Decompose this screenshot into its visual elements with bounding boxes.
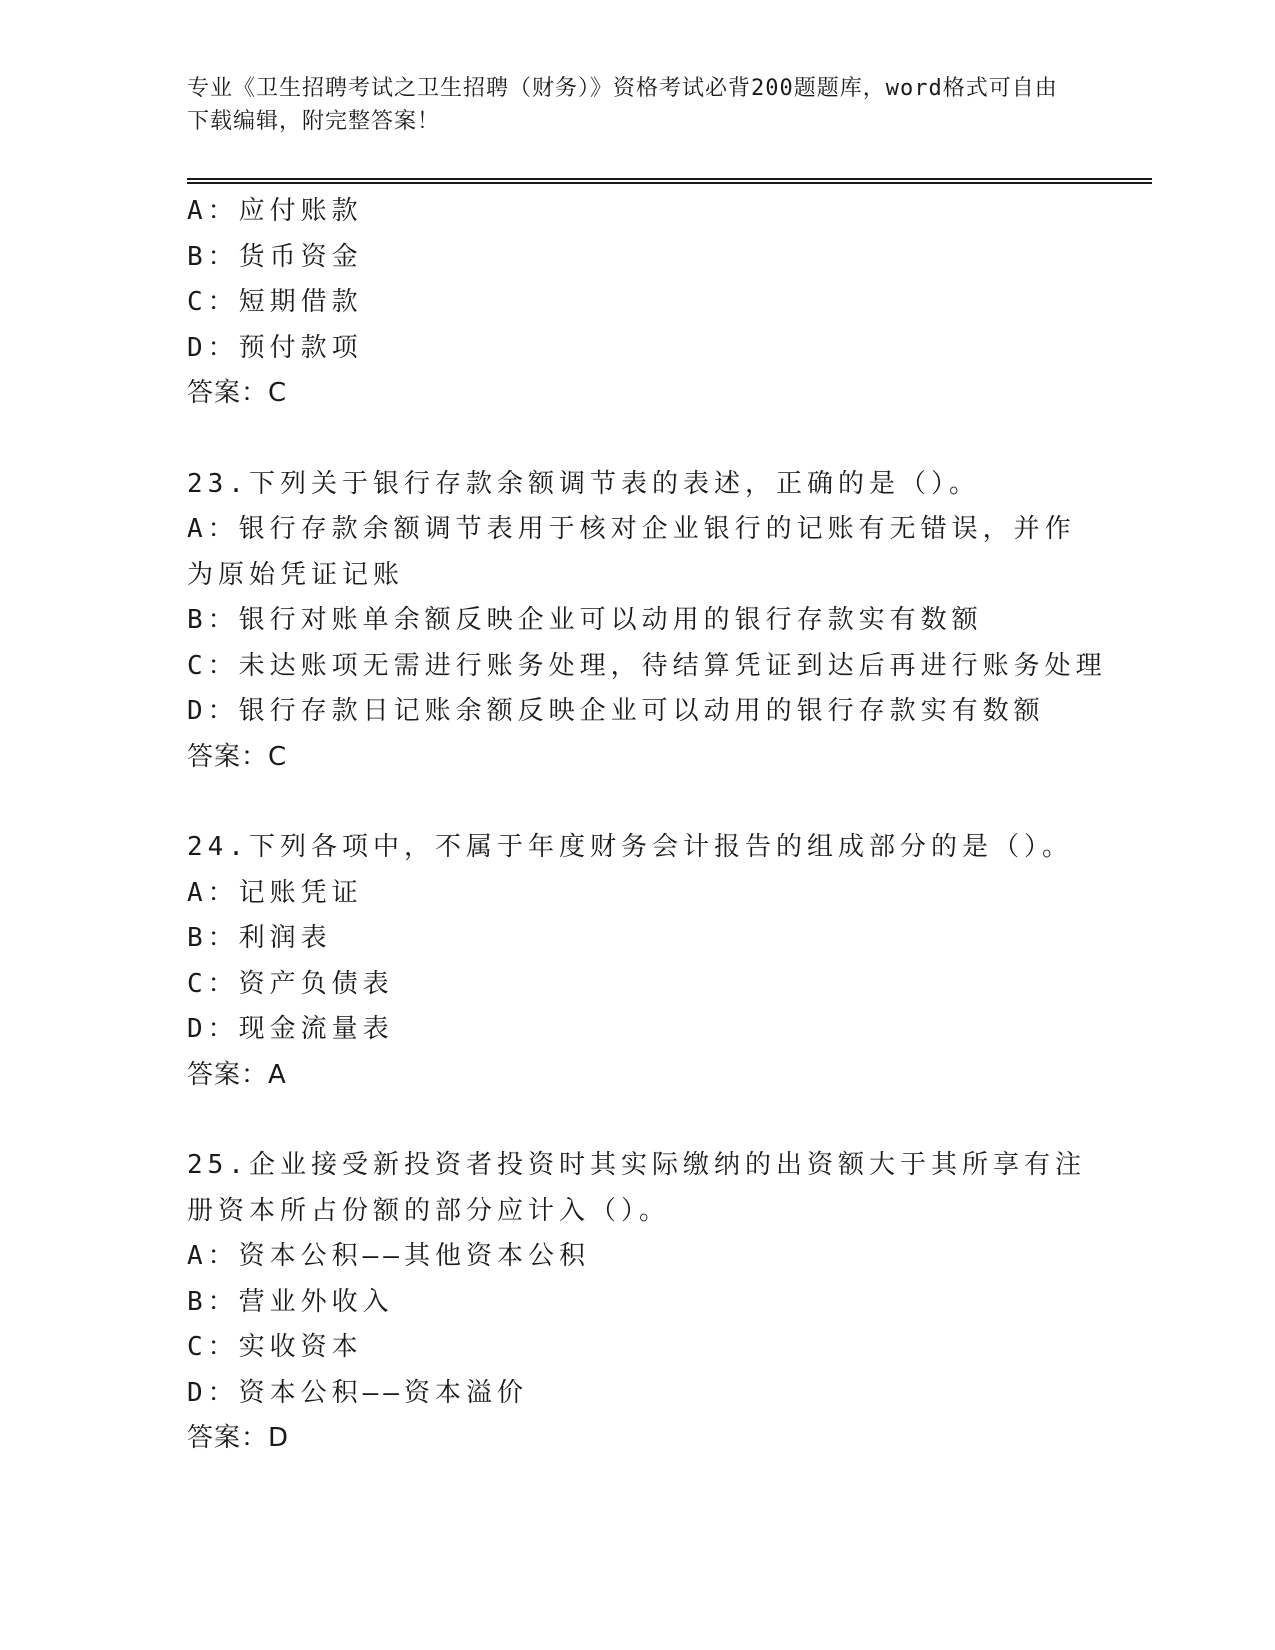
- option-a: A：资本公积——其他资本公积: [187, 1241, 590, 1271]
- option-c: C：短期借款: [187, 287, 363, 317]
- question-25-block: [187, 1143, 1087, 1462]
- answer-line: 答案：D: [187, 1423, 290, 1453]
- option-d: D：预付款项: [187, 332, 363, 363]
- option-d: D：资本公积——资本溢价: [187, 1377, 528, 1408]
- option-c: C：未达账项无需进行账务处理，待结算凭证到达后再进行账务处理: [187, 650, 1107, 681]
- option-b: B：银行对账单余额反映企业可以动用的银行存款实有数额: [187, 605, 983, 635]
- question-22-block: [187, 189, 1087, 417]
- option-a: A：银行存款余额调节表用于核对企业银行的记账有无错误，并作为原始凭证记账: [187, 514, 1076, 590]
- option-b: B：货币资金: [187, 241, 363, 272]
- option-a: A：应付账款: [187, 196, 363, 226]
- question-text: 24.下列各项中，不属于年度财务会计报告的组成部分的是（）。: [187, 832, 1073, 862]
- option-b: B：利润表: [187, 923, 332, 953]
- document-body: [187, 189, 1107, 1462]
- option-c: C：资产负债表: [187, 968, 394, 999]
- answer-line: 答案：C: [187, 378, 288, 408]
- question-text: 25.企业接受新投资者投资时其实际缴纳的出资额大于其所享有注册资本所占份额的部分应计入（）。: [187, 1150, 1086, 1226]
- document-header: 专业《卫生招聘考试之卫生招聘（财务）》资格考试必背200题题库，word格式可自由下载编辑，附完整答案！: [187, 76, 1058, 134]
- answer-line: 答案：C: [187, 741, 288, 772]
- answer-line: 答案：A: [187, 1059, 287, 1090]
- option-c: C：实收资本: [187, 1332, 363, 1362]
- header-divider: [187, 178, 1152, 184]
- question-23-block: [187, 462, 1107, 781]
- question-24-block: [187, 825, 1087, 1098]
- spacer: [187, 417, 1087, 462]
- option-d: D：现金流量表: [187, 1014, 394, 1044]
- spacer: [187, 780, 1087, 825]
- option-b: B：营业外收入: [187, 1286, 394, 1317]
- option-d: D：银行存款日记账余额反映企业可以动用的银行存款实有数额: [187, 696, 1045, 726]
- spacer: [187, 1098, 1087, 1143]
- question-text: 23.下列关于银行存款余额调节表的表述，正确的是（）。: [187, 468, 980, 499]
- option-a: A：记账凭证: [187, 877, 363, 908]
